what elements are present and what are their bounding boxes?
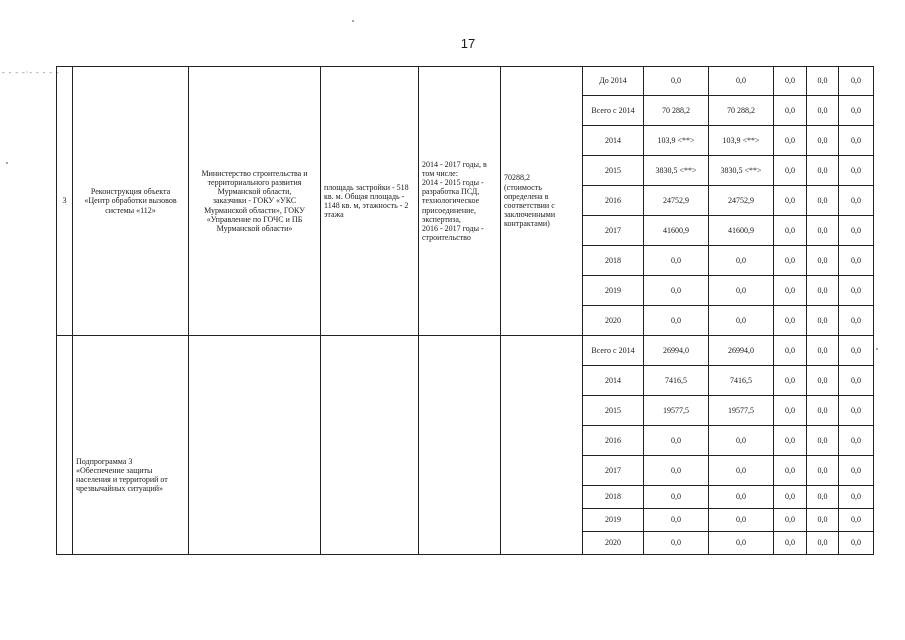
cell-year: 2016 (583, 426, 644, 456)
cell-v5: 0,0 (839, 509, 874, 532)
cell-v5: 0,0 (839, 186, 874, 216)
cell-v3: 0,0 (774, 246, 807, 276)
cell-v2: 7416,5 (709, 366, 774, 396)
cell-v1: 0,0 (644, 306, 709, 336)
cell-year: До 2014 (583, 67, 644, 96)
project-period: 2014 - 2017 годы, в том числе: 2014 - 2015 годы - разработка ПСД, технологическое присоединение, экспертиза, 2016 - 2017 годы - строительство (422, 159, 487, 243)
cell-v3: 0,0 (774, 216, 807, 246)
cell-year: 2019 (583, 276, 644, 306)
cell-v2: 0,0 (709, 67, 774, 96)
cell-v4: 0,0 (807, 126, 839, 156)
cell-year: 2018 (583, 486, 644, 509)
cell-v2: 103,9 <**> (709, 126, 774, 156)
cell-v4: 0,0 (807, 486, 839, 509)
cell-v2: 41600,9 (709, 216, 774, 246)
subprogram-number-cell (57, 336, 73, 555)
cell-v3: 0,0 (774, 336, 807, 366)
cell-v3: 0,0 (774, 67, 807, 96)
cell-v4: 0,0 (807, 246, 839, 276)
cell-v2: 70 288,2 (709, 96, 774, 126)
cell-v2: 0,0 (709, 532, 774, 555)
cell-v4: 0,0 (807, 336, 839, 366)
cell-v2: 24752,9 (709, 186, 774, 216)
cell-v3: 0,0 (774, 456, 807, 486)
cell-v5: 0,0 (839, 336, 874, 366)
cell-year: 2014 (583, 126, 644, 156)
cell-year: 2018 (583, 246, 644, 276)
cell-v5: 0,0 (839, 396, 874, 426)
cell-v1: 3830,5 <**> (644, 156, 709, 186)
cell-v3: 0,0 (774, 276, 807, 306)
cell-v5: 0,0 (839, 486, 874, 509)
financing-table (56, 66, 874, 555)
cell-v3: 0,0 (774, 486, 807, 509)
cell-v4: 0,0 (807, 96, 839, 126)
cell-v4: 0,0 (807, 456, 839, 486)
cell-v5: 0,0 (839, 456, 874, 486)
project-executor-cell (189, 67, 321, 336)
cell-v2: 0,0 (709, 276, 774, 306)
cell-v2: 0,0 (709, 456, 774, 486)
cell-year: 2020 (583, 532, 644, 555)
cell-v5: 0,0 (839, 216, 874, 246)
cell-v3: 0,0 (774, 306, 807, 336)
cell-v4: 0,0 (807, 366, 839, 396)
cell-v5: 0,0 (839, 96, 874, 126)
cell-v5: 0,0 (839, 67, 874, 96)
subprogram-cost-cell (501, 336, 583, 555)
cell-v3: 0,0 (774, 186, 807, 216)
cell-v5: 0,0 (839, 156, 874, 186)
scan-speck (876, 348, 878, 350)
cell-v3: 0,0 (774, 509, 807, 532)
subprogram-name-cell (73, 336, 189, 555)
document-table-wrapper (56, 66, 874, 555)
cell-v2: 0,0 (709, 306, 774, 336)
cell-v1: 24752,9 (644, 186, 709, 216)
cell-v4: 0,0 (807, 306, 839, 336)
project-cost-cell (501, 67, 583, 336)
cell-v5: 0,0 (839, 126, 874, 156)
cell-year: 2017 (583, 216, 644, 246)
cell-year: Всего с 2014 (583, 96, 644, 126)
cell-v5: 0,0 (839, 366, 874, 396)
cell-v1: 41600,9 (644, 216, 709, 246)
table-row (57, 67, 874, 96)
cell-v3: 0,0 (774, 532, 807, 555)
cell-v3: 0,0 (774, 126, 807, 156)
subprogram-executor-cell (189, 336, 321, 555)
cell-v1: 0,0 (644, 509, 709, 532)
cell-v4: 0,0 (807, 276, 839, 306)
cell-v2: 0,0 (709, 486, 774, 509)
scan-mark: - - - -·- - - - - (2, 68, 60, 77)
cell-year: 2014 (583, 366, 644, 396)
subprogram-period-cell (419, 336, 501, 555)
cell-v5: 0,0 (839, 276, 874, 306)
project-name-cell (73, 67, 189, 336)
subprogram-area-cell (321, 336, 419, 555)
cell-v2: 0,0 (709, 246, 774, 276)
cell-v1: 0,0 (644, 276, 709, 306)
cell-v4: 0,0 (807, 426, 839, 456)
cell-v1: 19577,5 (644, 396, 709, 426)
cell-v1: 26994,0 (644, 336, 709, 366)
cell-v4: 0,0 (807, 186, 839, 216)
project-cost: 70288,2 (стоимость определена в соответствии с заключенными контрактами) (504, 173, 556, 229)
cell-v4: 0,0 (807, 216, 839, 246)
cell-v3: 0,0 (774, 156, 807, 186)
cell-v2: 3830,5 <**> (709, 156, 774, 186)
cell-v1: 0,0 (644, 456, 709, 486)
table-row (57, 336, 874, 366)
cell-v4: 0,0 (807, 396, 839, 426)
cell-v3: 0,0 (774, 396, 807, 426)
cell-v5: 0,0 (839, 246, 874, 276)
cell-v2: 0,0 (709, 509, 774, 532)
cell-v3: 0,0 (774, 366, 807, 396)
page-number: 17 (460, 36, 476, 51)
cell-v2: 26994,0 (709, 336, 774, 366)
cell-v1: 0,0 (644, 246, 709, 276)
cell-v5: 0,0 (839, 306, 874, 336)
project-area: площадь застройки - 518 кв. м. Общая площадь - 1148 кв. м, этажность - 2 этажа (324, 182, 409, 220)
cell-year: 2020 (583, 306, 644, 336)
cell-v4: 0,0 (807, 156, 839, 186)
project-area-cell (321, 67, 419, 336)
cell-v1: 0,0 (644, 486, 709, 509)
cell-v1: 0,0 (644, 67, 709, 96)
cell-year: 2015 (583, 396, 644, 426)
scan-speck (352, 20, 354, 22)
scan-speck (6, 162, 8, 164)
cell-v3: 0,0 (774, 426, 807, 456)
cell-year: 2015 (583, 156, 644, 186)
cell-v1: 70 288,2 (644, 96, 709, 126)
cell-v1: 7416,5 (644, 366, 709, 396)
cell-year: 2019 (583, 509, 644, 532)
cell-v1: 0,0 (644, 532, 709, 555)
cell-year: 2016 (583, 186, 644, 216)
cell-v4: 0,0 (807, 67, 839, 96)
cell-v5: 0,0 (839, 426, 874, 456)
project-name: Реконструкция объекта «Центр обработки вызовов системы «112» (84, 187, 177, 215)
project-period-cell (419, 67, 501, 336)
cell-v5: 0,0 (839, 532, 874, 555)
cell-year: Всего с 2014 (583, 336, 644, 366)
project-executor: Министерство строительства и территориального развития Мурманской области, заказчики - ГОКУ «УКС Мурманской области», ГОКУ «Управление по ГОЧС и ПБ Мурманской области» (201, 168, 308, 233)
cell-v4: 0,0 (807, 509, 839, 532)
cell-v4: 0,0 (807, 532, 839, 555)
cell-v2: 0,0 (709, 426, 774, 456)
cell-v3: 0,0 (774, 96, 807, 126)
cell-v2: 19577,5 (709, 396, 774, 426)
project-number: 3 (57, 67, 73, 336)
cell-v1: 103,9 <**> (644, 126, 709, 156)
cell-year: 2017 (583, 456, 644, 486)
subprogram-name: Подпрограмма 3 «Обеспечение защиты населения и территорий от чрезвычайных ситуаций» (76, 456, 168, 494)
cell-v1: 0,0 (644, 426, 709, 456)
